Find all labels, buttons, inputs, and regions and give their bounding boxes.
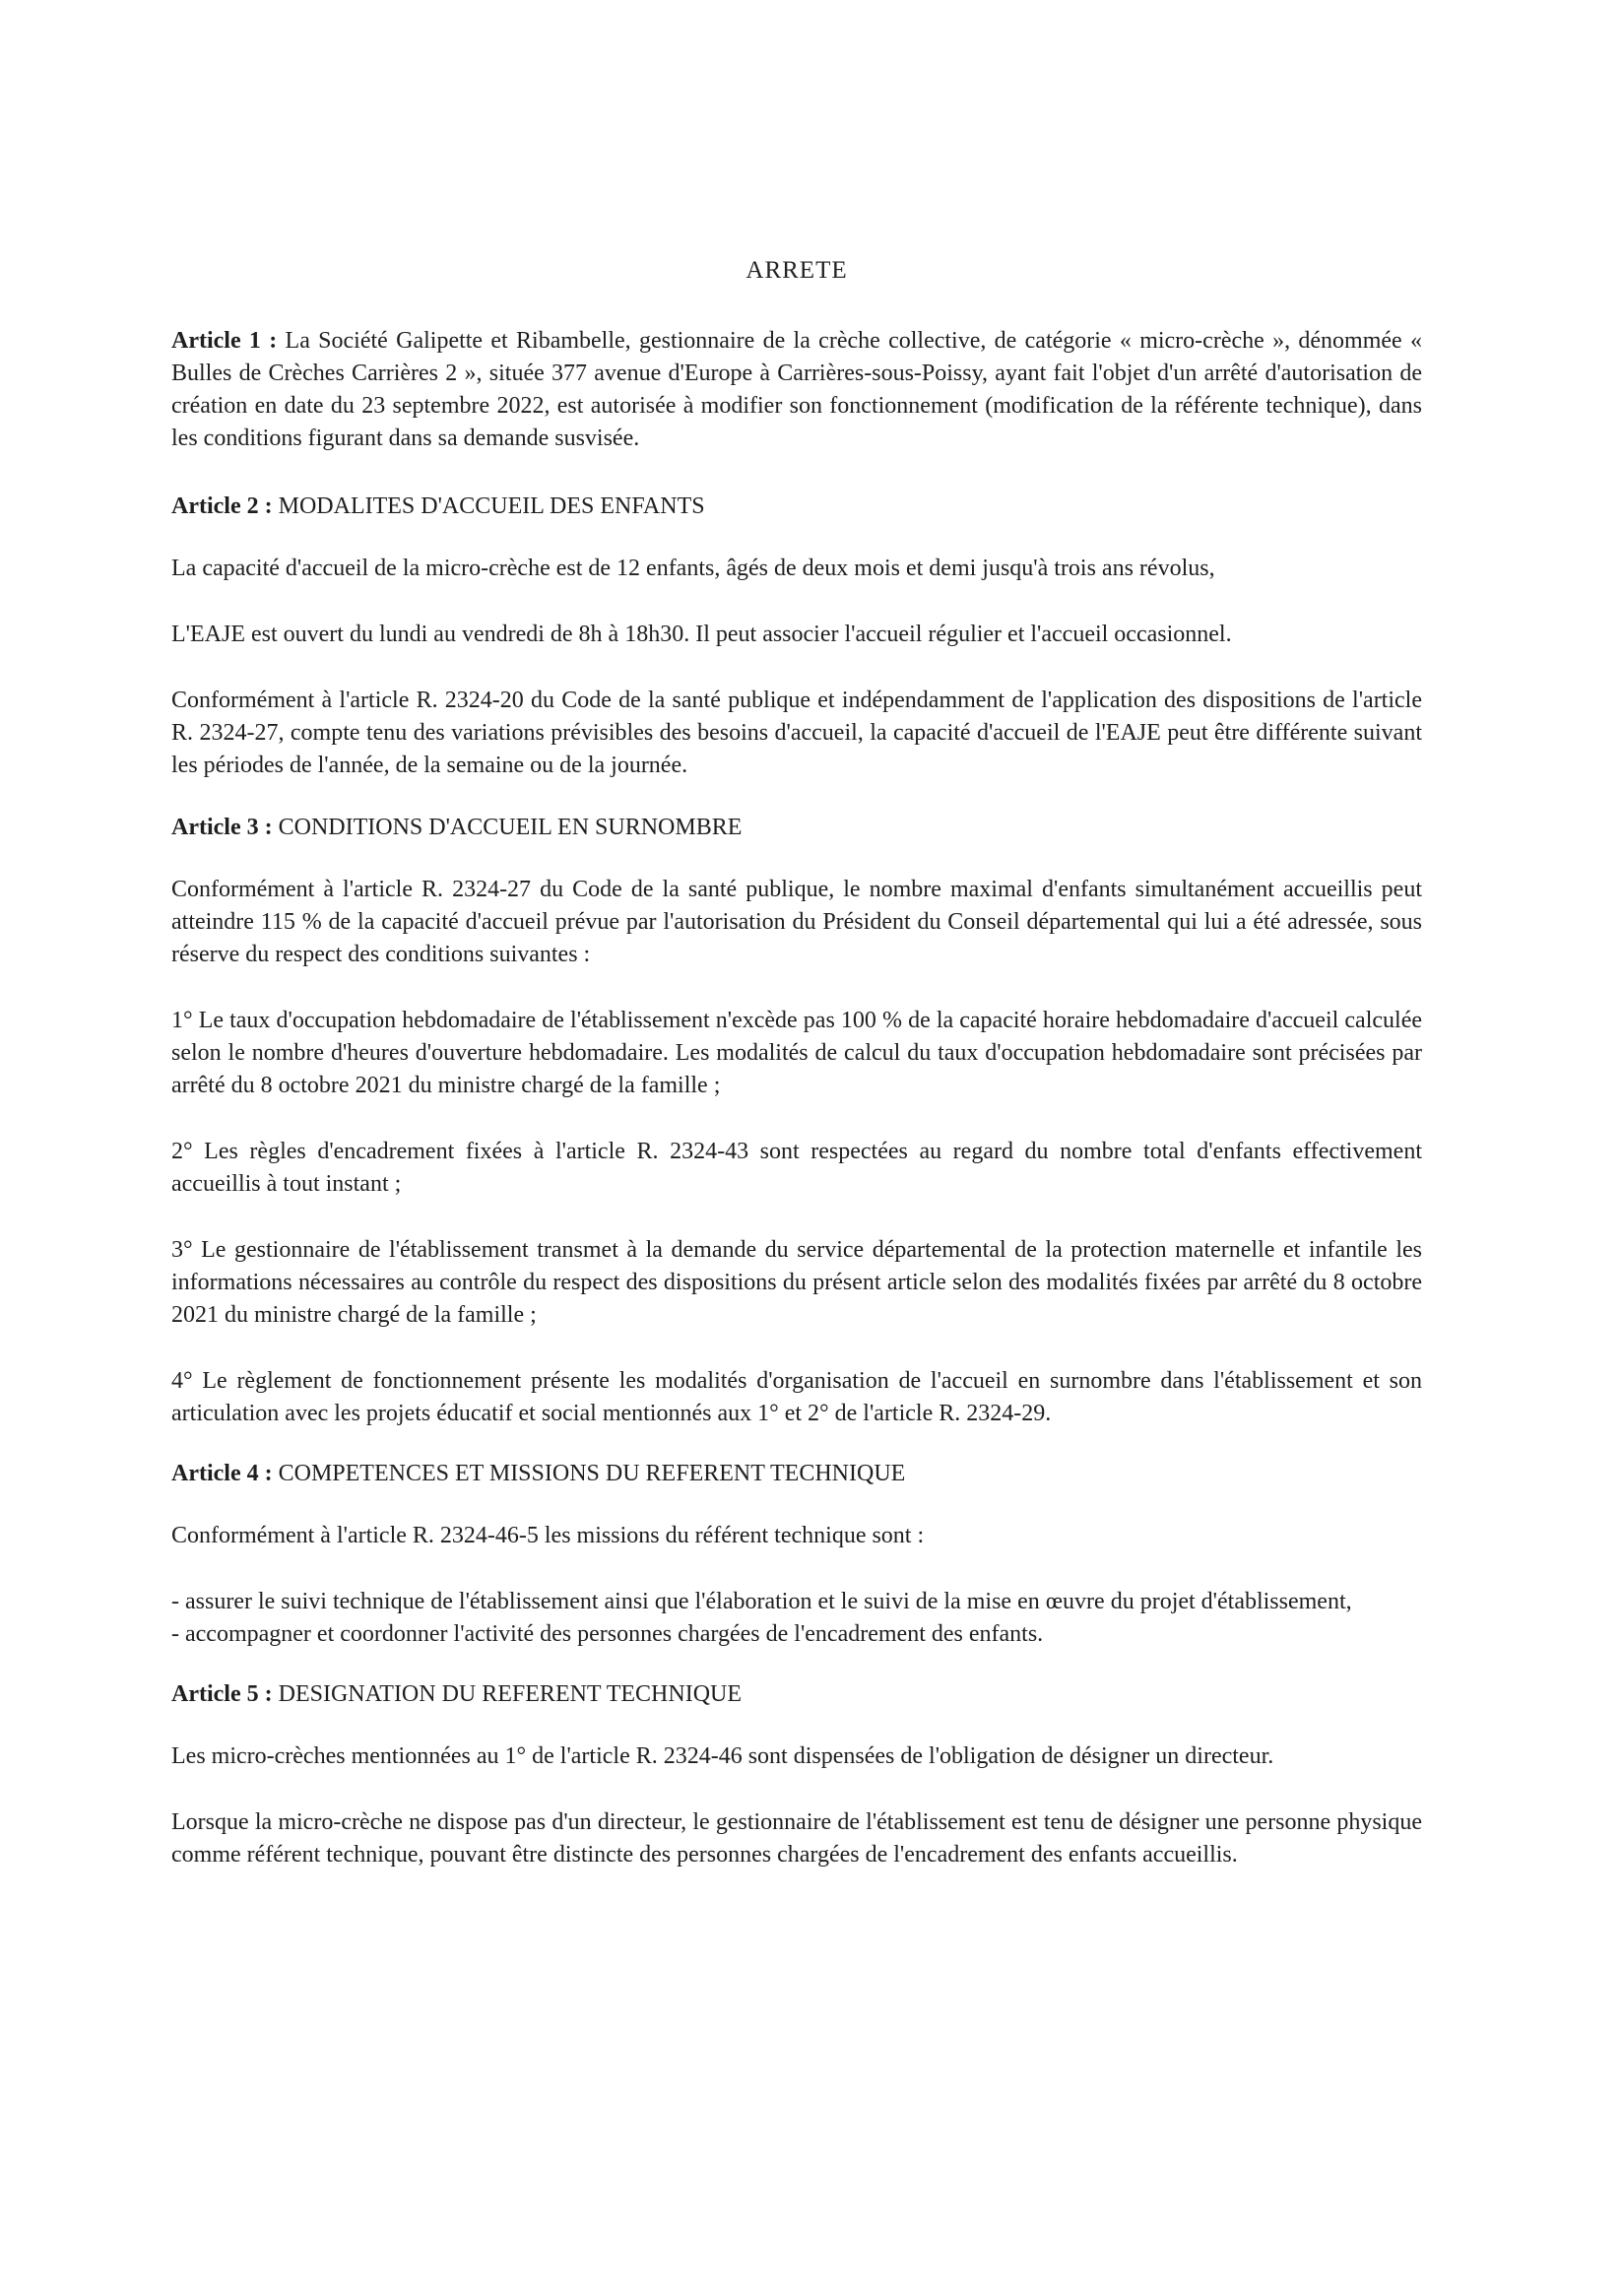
- document-title: ARRETE: [746, 257, 848, 284]
- article-3-heading: [171, 812, 1422, 844]
- article-3-condition-1: 1° Le taux d'occupation hebdomadaire de l'établissement n'excède pas 100 % de la capacité horaire hebdomadaire d'accueil calculée selon le nombre d'heures d'ouverture hebdomadaire. Les modalités de calcul du taux d'occupation hebdomadaire sont précisées par arrêté du 8 octobre 2021 du ministre chargé de la famille ;: [171, 1008, 1422, 1098]
- article-3-label: Article 3 :: [171, 815, 273, 840]
- article-1-text: La Société Galipette et Ribambelle, gestionnaire de la crèche collective, de catégorie « micro-crèche », dénommée « Bulles de Crèches Carrières 2 », située 377 avenue d'Europe à Carrières-sous-Poissy, ayant fait l'objet d'un arrêté d'autorisation de création en date du 23 septembre 2022, est autorisée à modifier son fonctionnement (modification de la référente technique), dans les conditions figurant dans sa demande susvisée.: [171, 328, 1422, 451]
- article-1-label: Article 1 :: [171, 328, 278, 354]
- article-3-condition-4: 4° Le règlement de fonctionnement présente les modalités d'organisation de l'accueil en surnombre dans l'établissement et son articulation avec les projets éducatif et social mentionnés aux 1° et 2° de l'article R. 2324-29.: [171, 1368, 1422, 1426]
- article-5-paragraph: Les micro-crèches mentionnées au 1° de l'article R. 2324-46 sont dispensées de l'obligation de désigner un directeur.: [171, 1743, 1274, 1769]
- article-5-title: DESIGNATION DU REFERENT TECHNIQUE: [278, 1681, 743, 1707]
- article-4-intro: Conformément à l'article R. 2324-46-5 les missions du référent technique sont :: [171, 1523, 925, 1548]
- document-page: [171, 254, 1422, 1871]
- article-5-heading: [171, 1678, 1422, 1711]
- article-2-title: MODALITES D'ACCUEIL DES ENFANTS: [278, 493, 705, 519]
- article-2-heading: [171, 491, 1422, 523]
- article-3-condition-3: 3° Le gestionnaire de l'établissement transmet à la demande du service départemental de la protection maternelle et infantile les informations nécessaires au contrôle du respect des dispositions du présent article selon des modalités fixées par arrêté du 8 octobre 2021 du ministre chargé de la famille ;: [171, 1237, 1422, 1328]
- article-3-condition-2: 2° Les règles d'encadrement fixées à l'article R. 2324-43 sont respectées au regard du nombre total d'enfants effectivement accueillis à tout instant ;: [171, 1139, 1422, 1197]
- article-2-paragraph: Conformément à l'article R. 2324-20 du Code de la santé publique et indépendamment de l'application des dispositions de l'article R. 2324-27, compte tenu des variations prévisibles des besoins d'accueil, la capacité d'accueil de l'EAJE peut être différente suivant les périodes de l'année, de la semaine ou de la journée.: [171, 688, 1422, 778]
- article-1: [171, 325, 1422, 455]
- article-4-title: COMPETENCES ET MISSIONS DU REFERENT TECHNIQUE: [278, 1461, 906, 1486]
- article-4-mission-item: - assurer le suivi technique de l'établissement ainsi que l'élaboration et le suivi de la mise en œuvre du projet d'établissement,: [171, 1589, 1352, 1614]
- article-5-label: Article 5 :: [171, 1681, 273, 1707]
- article-4-label: Article 4 :: [171, 1461, 273, 1486]
- article-4-heading: [171, 1458, 1422, 1490]
- article-2-paragraph: L'EAJE est ouvert du lundi au vendredi de 8h à 18h30. Il peut associer l'accueil régulier et l'accueil occasionnel.: [171, 622, 1232, 647]
- article-4-mission-item: - accompagner et coordonner l'activité des personnes chargées de l'encadrement des enfants.: [171, 1621, 1044, 1647]
- article-3-paragraph: Conformément à l'article R. 2324-27 du Code de la santé publique, le nombre maximal d'enfants simultanément accueillis peut atteindre 115 % de la capacité d'accueil prévue par l'autorisation du Président du Conseil départemental qui lui a été adressée, sous réserve du respect des conditions suivantes :: [171, 877, 1422, 967]
- article-2-label: Article 2 :: [171, 493, 273, 519]
- article-5-paragraph: Lorsque la micro-crèche ne dispose pas d'un directeur, le gestionnaire de l'établissement est tenu de désigner une personne physique comme référent technique, pouvant être distincte des personnes chargées de l'encadrement des enfants accueillis.: [171, 1809, 1422, 1868]
- article-2-paragraph: La capacité d'accueil de la micro-crèche est de 12 enfants, âgés de deux mois et demi jusqu'à trois ans révolus,: [171, 556, 1215, 581]
- article-3-title: CONDITIONS D'ACCUEIL EN SURNOMBRE: [278, 815, 743, 840]
